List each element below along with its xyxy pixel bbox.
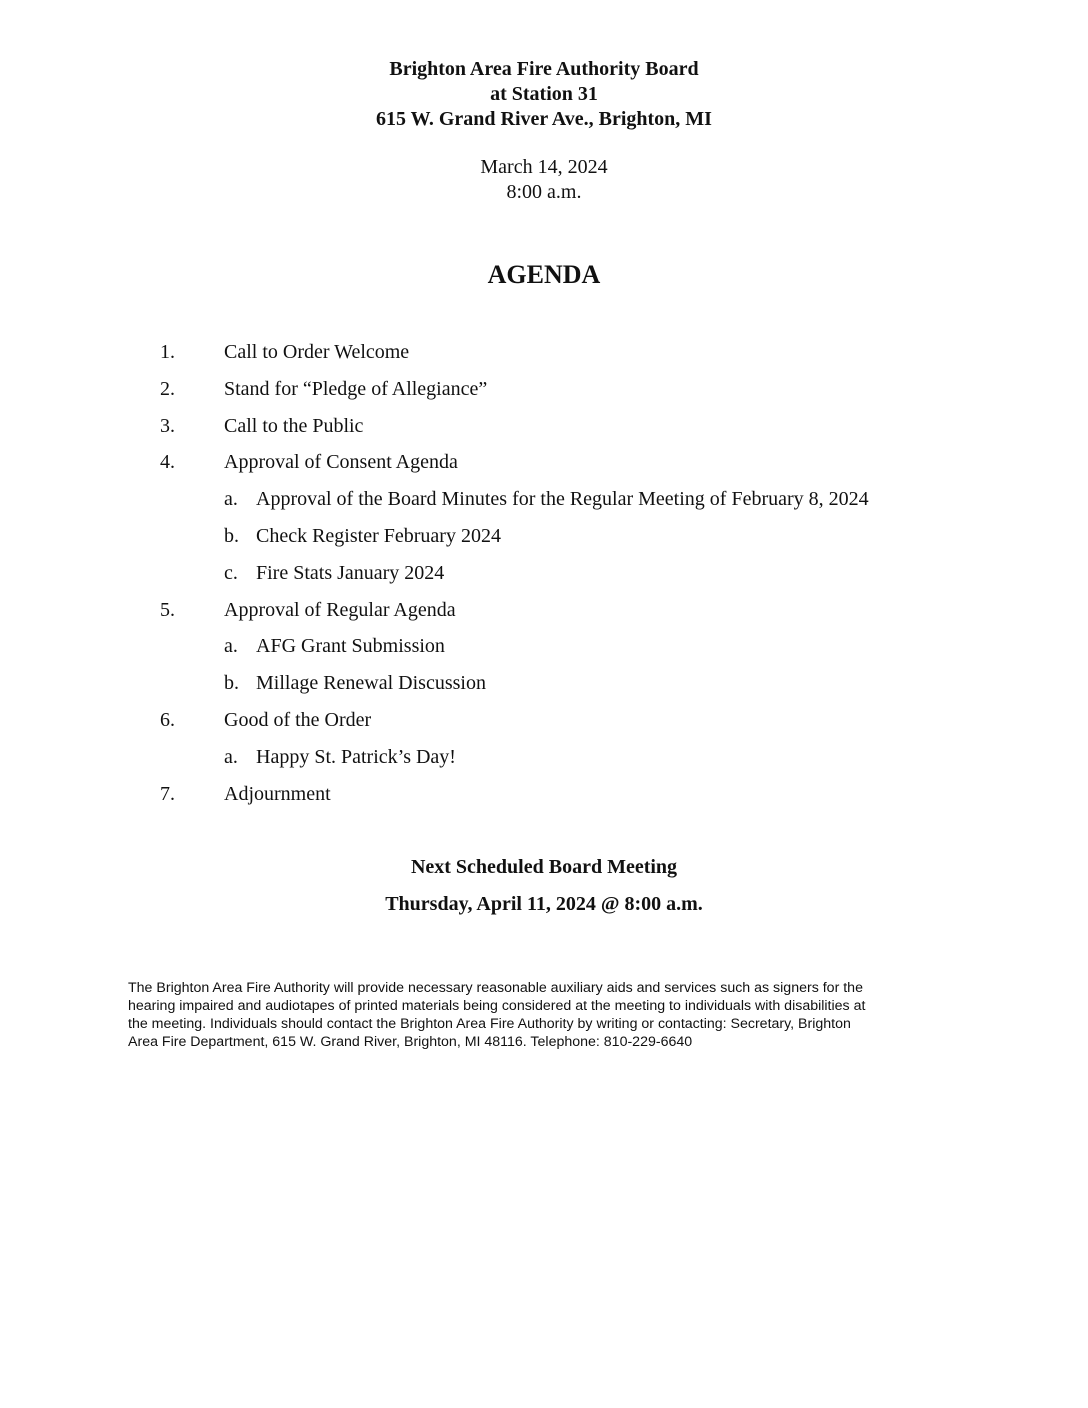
item-text: Stand for “Pledge of Allegiance” <box>224 377 488 400</box>
subitem-text: Happy St. Patrick’s Day! <box>256 745 456 768</box>
station-name: at Station 31 <box>490 83 598 105</box>
agenda-subitem <box>0 521 1088 558</box>
item-number: 2. <box>160 377 175 400</box>
next-meeting-title: Next Scheduled Board Meeting <box>410 856 678 878</box>
meeting-date: March 14, 2024 <box>480 156 608 178</box>
subitem-text: Check Register February 2024 <box>256 524 501 547</box>
subitem-text: Approval of the Board Minutes for the Regular Meeting of February 8, 2024 <box>256 488 869 511</box>
item-text: Good of the Order <box>224 708 372 731</box>
subitem-letter: a. <box>224 745 238 768</box>
agenda-item <box>0 705 1088 742</box>
item-number: 3. <box>160 414 175 437</box>
agenda-list <box>0 337 1088 815</box>
subitem-letter: a. <box>224 488 238 511</box>
notice-line: The Brighton Area Fire Authority will provide necessary reasonable auxiliary aids and services such as signers for the <box>128 980 863 996</box>
agenda-item <box>0 337 1088 374</box>
item-text: Approval of Consent Agenda <box>224 451 458 474</box>
agenda-subitem <box>0 631 1088 668</box>
subitem-letter: c. <box>224 561 238 584</box>
subitem-text: AFG Grant Submission <box>256 635 445 658</box>
meeting-time: 8:00 a.m. <box>506 181 582 203</box>
item-text: Call to the Public <box>224 414 364 437</box>
subitem-letter: b. <box>224 524 239 547</box>
item-number: 6. <box>160 708 175 731</box>
accessibility-notice <box>128 979 968 1051</box>
agenda-title: AGENDA <box>487 260 601 289</box>
agenda-item <box>0 779 1088 816</box>
item-number: 4. <box>160 451 175 474</box>
agenda-subitem <box>0 668 1088 705</box>
subitem-text: Fire Stats January 2024 <box>256 561 445 584</box>
agenda-subitem <box>0 742 1088 779</box>
item-number: 5. <box>160 598 175 621</box>
item-number: 1. <box>160 341 175 363</box>
agenda-subitem <box>0 484 1088 521</box>
subitem-text: Millage Renewal Discussion <box>256 672 486 695</box>
notice-line: Area Fire Department, 615 W. Grand River, Brighton, MI 48116. Telephone: 810-229-6640 <box>128 1034 693 1050</box>
item-text: Approval of Regular Agenda <box>224 598 456 621</box>
item-text: Call to Order Welcome <box>224 341 410 363</box>
agenda-item <box>0 374 1088 411</box>
agenda-item <box>0 447 1088 484</box>
notice-line: hearing impaired and audiotapes of printed materials being considered at the meeting to individuals with disabilities at <box>128 998 866 1014</box>
subitem-letter: a. <box>224 635 238 658</box>
item-text: Adjournment <box>224 782 331 805</box>
org-name: Brighton Area Fire Authority Board <box>389 58 699 80</box>
item-number: 7. <box>160 782 175 805</box>
next-meeting-date: Thursday, April 11, 2024 @ 8:00 a.m. <box>385 893 703 915</box>
address: 615 W. Grand River Ave., Brighton, MI <box>376 108 712 130</box>
subitem-letter: b. <box>224 672 239 695</box>
notice-line: the meeting. Individuals should contact the Brighton Area Fire Authority by writing or contacting: Secretary, Brighton <box>128 1016 851 1032</box>
agenda-item <box>0 411 1088 448</box>
meeting-datetime <box>0 155 1088 205</box>
agenda-item <box>0 595 1088 632</box>
agenda-subitem <box>0 558 1088 595</box>
organization-header <box>0 57 1088 132</box>
